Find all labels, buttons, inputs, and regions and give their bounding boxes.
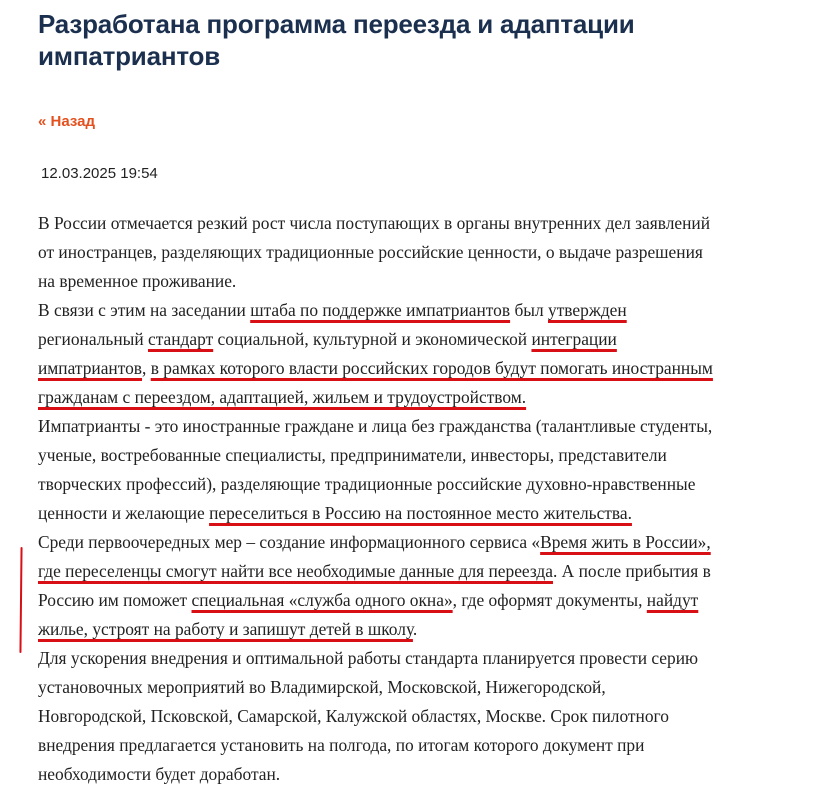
annotated-phrase: переселиться в Россию на постоянное место жительства. — [209, 503, 632, 523]
paragraph-2 — [38, 296, 718, 412]
text-span: В связи с этим на заседании — [38, 300, 251, 320]
article-body — [38, 209, 718, 789]
text-span: . — [412, 619, 418, 639]
page-title: Разработана программа переезда и адаптации импатриантов — [38, 9, 635, 71]
text-span: был — [510, 300, 548, 320]
paragraph-3 — [38, 412, 718, 528]
paragraph-4 — [38, 528, 718, 644]
text-span: , — [142, 358, 151, 378]
text-span: , где оформят документы, — [452, 590, 647, 610]
annotated-phrase: интеграции импатриантов — [38, 329, 617, 378]
text-span: социальной, культурной и экономической — [213, 329, 532, 349]
text-span: Среди первоочередных мер – создание информационного сервиса « — [38, 532, 541, 552]
annotation-side-mark — [19, 547, 22, 653]
annotated-phrase: утвержден — [548, 300, 627, 320]
annotated-phrase: Время жить в России», где переселенцы смогут найти все необходимые данные для переезда — [38, 532, 711, 581]
annotated-phrase: в рамках которого власти российских городов будут помогать иностранным гражданам с переездом, адаптацией, жильем и трудоустройством. — [38, 358, 713, 407]
paragraph-1: В России отмечается резкий рост числа поступающих в органы внутренних дел заявлений от иностранцев, разделяющих традиционные российские ценности, о выдаче разрешения на временное проживание. — [38, 213, 711, 291]
back-link[interactable]: « Назад — [38, 113, 95, 130]
text-span: региональный — [38, 329, 148, 349]
annotated-phrase: стандарт — [147, 329, 214, 349]
publish-date: 12.03.2025 19:54 — [41, 165, 158, 182]
text-span: Импатрианты - это иностранные граждане и лица без гражданства (талантливые студенты, ученые, востребованные специалисты, предприниматели, инвесторы, представители творческих профессий), разделяющие традиционные российские духовно-нравственные ценности и желающие — [38, 416, 713, 523]
text-span: . А после прибытия в Россию им поможет — [38, 561, 711, 610]
paragraph-5: Для ускорения внедрения и оптимальной работы стандарта планируется провести серию установочных мероприятий во Владимирской, Московской, Нижегородской, Новгородской, Псковской, Самарской, Калужской областях, Москве. Срок пилотного внедрения предлагается установить на полгода, по итогам которого документ при необходимости будет доработан. — [38, 648, 699, 784]
article — [38, 8, 718, 789]
annotated-phrase: штаба по поддержке импатриантов — [250, 300, 511, 320]
annotated-phrase: найдут жилье, устроят на работу и запишут детей в школу — [38, 590, 699, 639]
annotated-phrase: специальная «служба одного окна» — [191, 590, 453, 610]
